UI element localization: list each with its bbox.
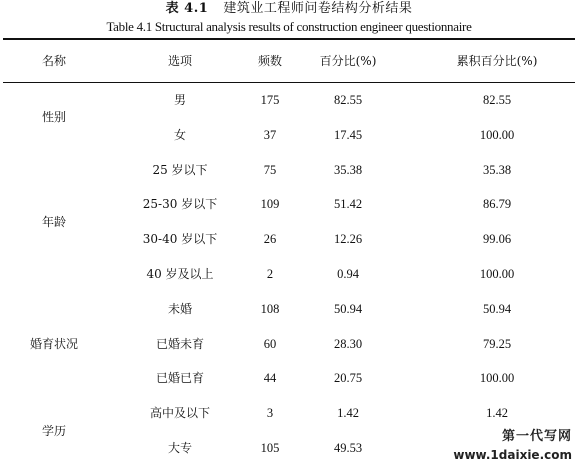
percent-cell: 12.26 [333, 232, 363, 247]
frequency-cell: 108 [260, 301, 280, 316]
group-name-cell: 学历 [41, 423, 67, 438]
option-cell: 已婚已育 [155, 371, 205, 386]
option-cell: 25 岁以下 [152, 162, 208, 177]
percent-cell: 17.45 [333, 127, 363, 142]
option-cell: 女 [173, 127, 187, 142]
group-name-cell: 年龄 [41, 214, 67, 229]
percent-cell: 28.30 [333, 336, 363, 351]
cumulative-percent-cell: 82.55 [482, 93, 512, 107]
header-option: 选项 [167, 54, 193, 68]
group-name-cell: 性别 [41, 110, 67, 125]
percent-cell: 50.94 [333, 301, 363, 316]
cumulative-percent-cell: 100.00 [479, 267, 515, 281]
option-cell: 未婚 [167, 301, 193, 316]
cumulative-percent-cell: 1.42 [486, 406, 508, 421]
cumulative-percent-cell: 99.06 [482, 232, 512, 247]
frequency-cell: 105 [260, 441, 280, 455]
table-label: 表 4.1 [165, 1, 209, 16]
frequency-cell: 2 [266, 267, 274, 281]
cumulative-percent-cell: 79.25 [482, 336, 512, 351]
table-caption-chinese [0, 0, 578, 18]
frequency-cell: 75 [263, 162, 277, 177]
group-name-cell: 婚育状况 [29, 336, 79, 351]
watermark [453, 428, 572, 464]
percent-cell: 82.55 [333, 93, 363, 107]
table-title-chinese: 建筑业工程师问卷结构分析结果 [223, 1, 413, 16]
table-top-rule [3, 38, 575, 40]
frequency-cell: 109 [260, 197, 280, 212]
cumulative-percent-cell: 100.00 [479, 371, 515, 386]
cumulative-percent-cell: 100.00 [479, 127, 515, 142]
option-cell: 高中及以下 [149, 406, 211, 421]
header-frequency: 频数 [257, 54, 283, 68]
frequency-cell: 3 [266, 406, 274, 421]
frequency-cell: 60 [263, 336, 277, 351]
percent-cell: 20.75 [333, 371, 363, 386]
watermark-site-name: 第一代写网 [501, 429, 572, 444]
cumulative-percent-cell: 35.38 [482, 162, 512, 177]
watermark-url: www.1daixie.com [453, 448, 572, 462]
header-rule [3, 82, 575, 83]
percent-cell: 49.53 [333, 441, 363, 455]
frequency-cell: 37 [263, 127, 277, 142]
cumulative-percent-cell: 86.79 [482, 197, 512, 212]
frequency-cell: 44 [263, 371, 277, 386]
header-cumulative-percent: 累积百分比(%) [456, 54, 538, 68]
percent-cell: 35.38 [333, 162, 363, 177]
frequency-cell: 26 [263, 232, 277, 247]
option-cell: 25-30 岁以下 [142, 197, 218, 212]
option-cell: 30-40 岁以下 [142, 232, 218, 247]
percent-cell: 1.42 [337, 406, 359, 421]
option-cell: 男 [173, 93, 187, 107]
frequency-cell: 175 [260, 93, 280, 107]
option-cell: 大专 [167, 441, 193, 455]
table-caption-english: Table 4.1 Structural analysis results of construction engineer questionnaire [106, 19, 472, 34]
option-cell: 40 岁及以上 [146, 267, 214, 281]
cumulative-percent-cell: 50.94 [482, 301, 512, 316]
percent-cell: 0.94 [337, 267, 359, 281]
header-percent: 百分比(%) [319, 54, 377, 68]
option-cell: 已婚未育 [155, 336, 205, 351]
header-name: 名称 [41, 54, 67, 68]
percent-cell: 51.42 [333, 197, 363, 212]
